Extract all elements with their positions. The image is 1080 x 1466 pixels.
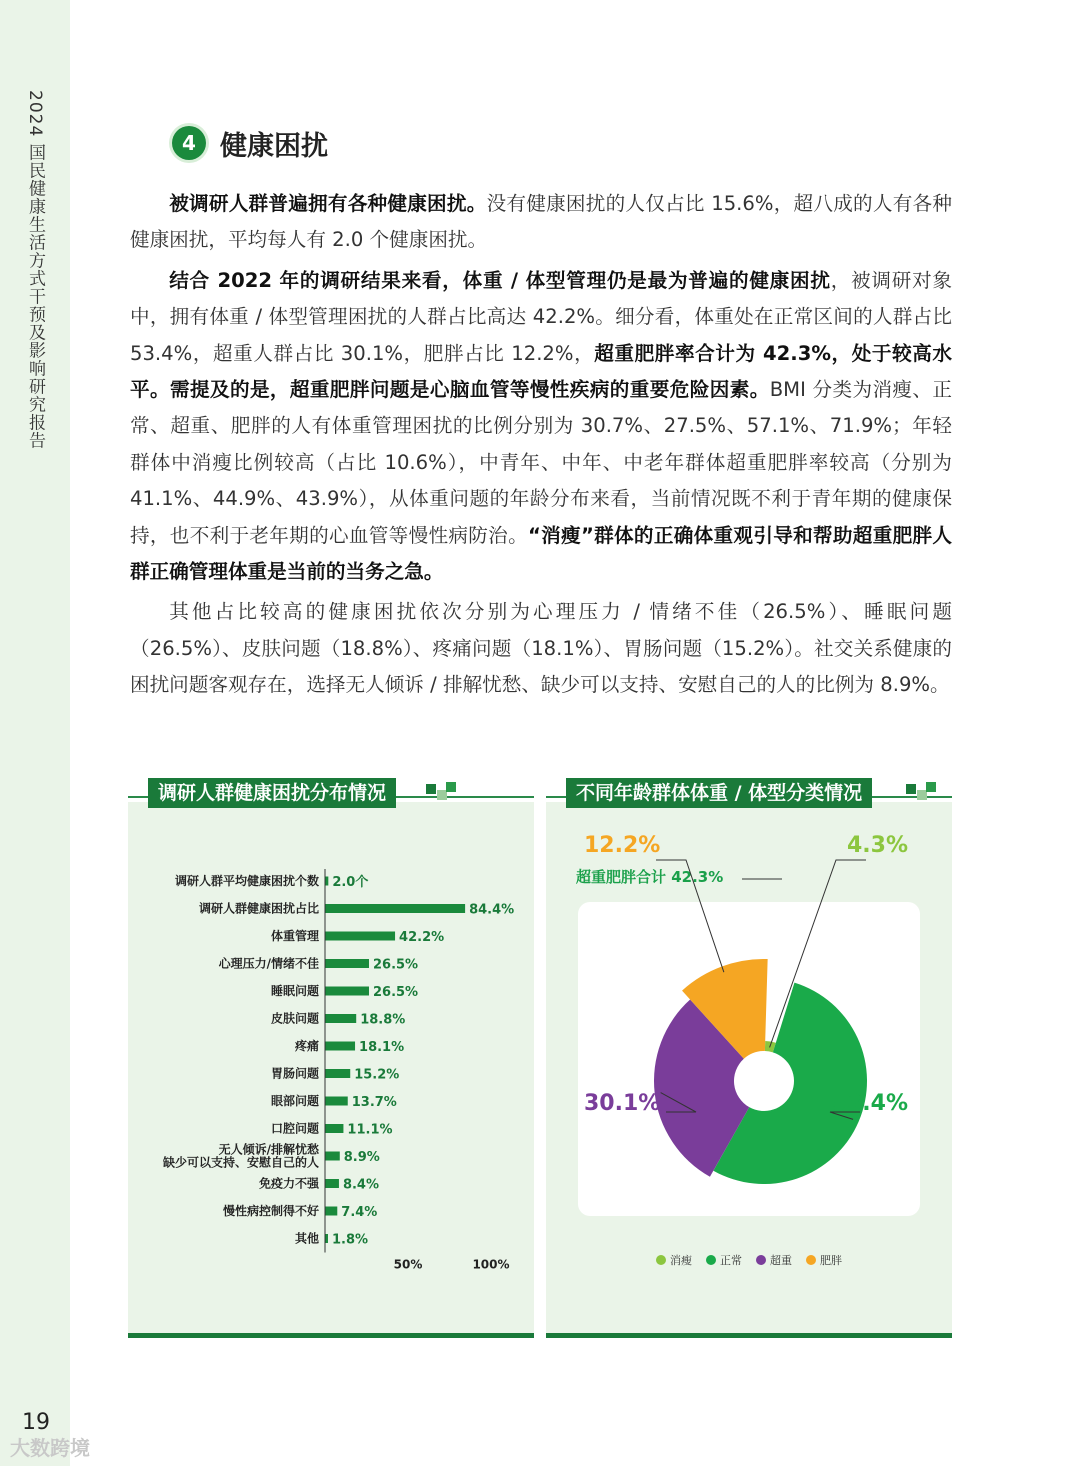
legend-label: 正常: [720, 1254, 742, 1267]
legend-dot: [656, 1255, 666, 1265]
legend-item-thin: [656, 1252, 692, 1268]
bar-category-label: 疼痛: [294, 1039, 319, 1053]
paragraph-3: 其他占比较高的健康困扰依次分别为心理压力 / 情绪不佳（26.5%）、睡眠问题（26.5%）、皮肤问题（18.8%）、疼痛问题（18.1%）、胃肠问题（15.2%）。社交关系健康的困扰问题客观存在，选择无人倾诉 / 排解忧愁、缺少可以支持、安慰自己的人的比例为 8.9%。: [130, 600, 952, 697]
legend-dot: [806, 1255, 816, 1265]
bar: [325, 1069, 350, 1078]
bar: [325, 1179, 339, 1188]
legend-label: 超重: [770, 1254, 792, 1267]
section-title: 健康困扰: [220, 130, 328, 162]
p2-text-1: ，被调研对象中，拥有体重 / 体型管理困扰的人群占比高达 42.2%。细分看，体重处在正常区间的人群占比 53.4%，超重人群占比 30.1%，肥胖占比 12.2%，: [130, 268, 953, 365]
bar: [325, 1014, 356, 1023]
p2-text-2: BMI 分类为消瘦、正常、超重、肥胖的人有体重管理困扰的比例分别为 30.7%、27.5%、57.1%、71.9%；年轻群体中消瘦比例较高（占比 10.6%），中青年、中年、中老年群体超重肥胖率较高（分别为 41.1%、44.9%、43.9%），从体重问题的年龄分布来看，当前情况既不利于青年期的健康保持，也不利于老年期的心血管等慢性病防治。: [130, 378, 953, 547]
p2-bold-1: 结合 2022 年的调研结果来看，体重 / 体型管理仍是最为普遍的健康困扰: [169, 268, 831, 292]
bar-category-label: 无人倾诉/排解忧愁: [218, 1142, 319, 1157]
bar-value-label: 26.5%: [372, 957, 419, 973]
body-text: [130, 186, 952, 708]
bar-value-label: 26.5%: [372, 985, 419, 1000]
bar-value-label: 2.0个: [332, 875, 369, 890]
bar-value-label: 42.2%: [399, 930, 445, 945]
bar-category-label: 口腔问题: [270, 1121, 319, 1136]
sidebar: [0, 0, 70, 1466]
combined-overweight-label: 超重肥胖合计 42.3%: [576, 868, 724, 886]
pie-value-label: 4.3%: [846, 833, 908, 858]
page-number: 19: [22, 1410, 50, 1435]
bar-value-label: 84.4%: [469, 902, 515, 918]
bar-value-label: 8.4%: [342, 1177, 380, 1193]
bar: [325, 1042, 355, 1051]
bar-chart-svg: [128, 778, 534, 1338]
pie-value-label: 53.4%: [831, 1091, 908, 1116]
watermark: 大数跨境: [10, 1436, 90, 1460]
decor-square: [906, 784, 916, 794]
bar-value-label: 18.8%: [360, 1012, 406, 1028]
bar-value-label: 8.9%: [343, 1150, 380, 1165]
bar-value-label: 13.7%: [351, 1095, 397, 1110]
bar-chart-panel: [128, 778, 534, 1338]
bar-category-label: 体重管理: [270, 929, 319, 943]
legend-item-obese: [806, 1252, 842, 1268]
bar-value-label: 7.4%: [341, 1205, 378, 1220]
bar-category-label: 免疫力不强: [258, 1176, 319, 1191]
bar-category-label: 睡眠问题: [270, 984, 319, 998]
paragraph-2: [130, 263, 952, 591]
bar: [325, 1152, 340, 1161]
bar-value-label: 18.1%: [359, 1040, 405, 1055]
x-tick-label: 50%: [393, 1257, 423, 1272]
legend-dot: [756, 1255, 766, 1265]
section-heading: [172, 123, 328, 163]
p1-rest: 没有健康困扰的人仅占比 15.6%，超八成的人有各种健康困扰，平均每人有 2.0 个健康困扰。: [130, 192, 952, 252]
bar-category-label: 慢性病控制得不好: [222, 1204, 319, 1218]
bar-chart-title: 调研人群健康困扰分布情况: [148, 778, 396, 808]
annotation-line: [742, 876, 782, 882]
p1-bold: 被调研人群普遍拥有各种健康困扰。: [169, 192, 487, 215]
section-number-badge: 4: [172, 126, 206, 160]
pie-value-label: 12.2%: [584, 833, 661, 858]
x-tick-label: 100%: [472, 1257, 510, 1272]
bar-category-label: 缺少可以支持、安慰自己的人: [162, 1155, 319, 1170]
bar-category-label: 心理压力/情绪不佳: [218, 956, 319, 971]
bar: [325, 1097, 348, 1106]
legend-label: 肥胖: [820, 1254, 842, 1267]
legend-dot: [706, 1255, 716, 1265]
bar: [325, 932, 395, 941]
bar: [325, 904, 465, 913]
bar: [325, 987, 369, 996]
bar-category-label: 眼部问题: [270, 1094, 319, 1108]
bar-category-label: 其他: [294, 1231, 319, 1246]
bar-category-label: 胃肠问题: [270, 1066, 319, 1081]
legend-item-normal: [706, 1252, 742, 1268]
decor-square: [926, 782, 936, 792]
bar-value-label: 1.8%: [331, 1232, 369, 1248]
bar-category-label: 皮肤问题: [270, 1011, 319, 1026]
bar-value-label: 11.1%: [347, 1122, 393, 1138]
pie-chart-panel: [546, 778, 952, 1338]
pie-legend: [656, 1252, 842, 1268]
bar: [325, 1207, 337, 1216]
pie-value-label: 30.1%: [584, 1091, 661, 1116]
legend-item-overweight: [756, 1252, 792, 1268]
bar-category-label: 调研人群平均健康困扰个数: [174, 874, 319, 888]
bar: [325, 959, 369, 968]
bar-value-label: 15.2%: [354, 1067, 400, 1083]
sidebar-report-title: 2024 国民健康生活方式干预及影响研究报告: [25, 90, 45, 450]
legend-label: 消瘦: [670, 1254, 692, 1267]
bar: [325, 1124, 343, 1133]
paragraph-1: [130, 186, 952, 259]
p2-bold-2: 超重肥胖率合计为 42.3%，处于较高水平。需提及的是，超重肥胖问题是心脑血管等慢性疾病的重要危险因素。: [130, 341, 952, 402]
pie-chart-title: 不同年龄群体体重 / 体型分类情况: [566, 778, 872, 808]
p2-bold-3: “消瘦”群体的正确体重观引导和帮助超重肥胖人群正确管理体重是当前的当务之急。: [130, 523, 952, 584]
bar-category-label: 调研人群健康困扰占比: [198, 901, 319, 916]
